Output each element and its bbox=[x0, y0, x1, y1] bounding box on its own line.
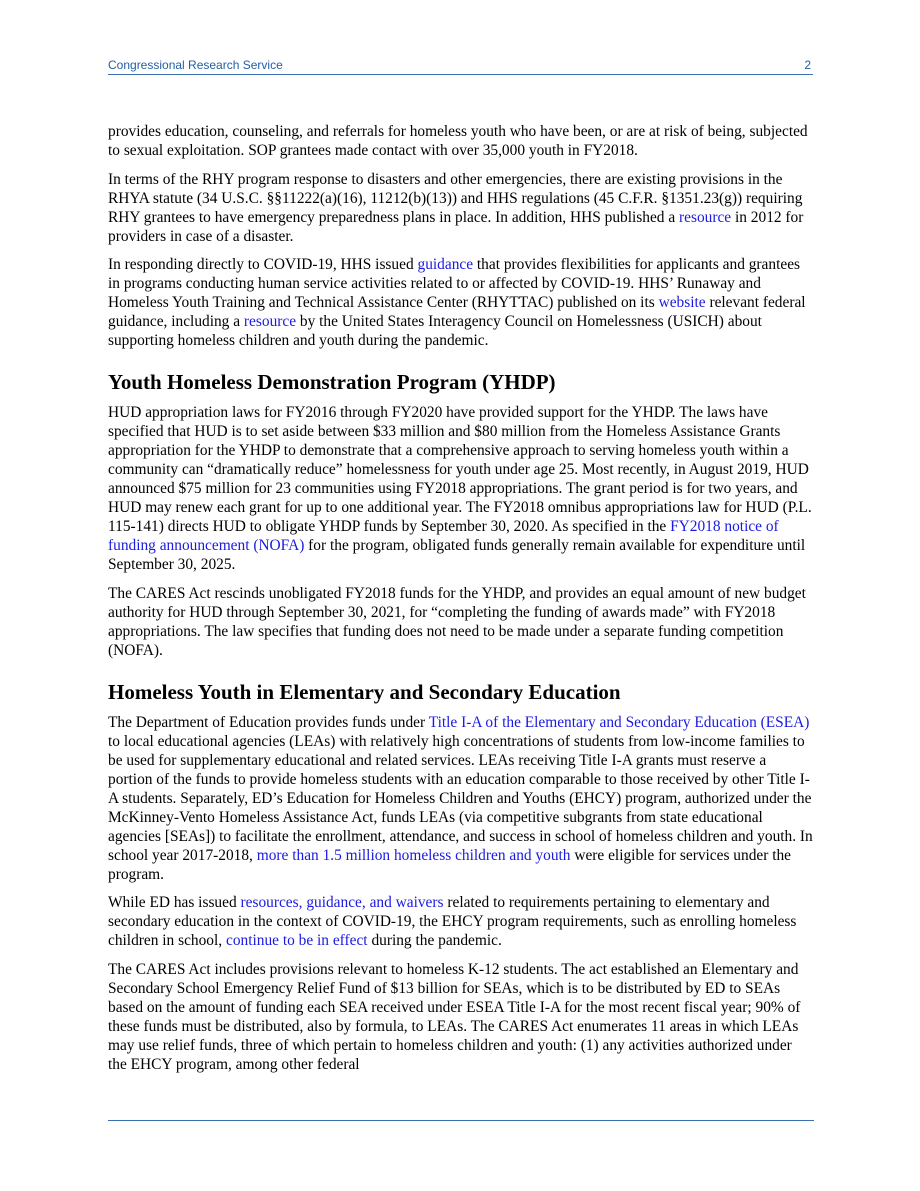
education-heading: Homeless Youth in Elementary and Secondary Education bbox=[108, 679, 621, 704]
intro-paragraph-2: In terms of the RHY program response to disasters and other emergencies, there are existing provisions in the RHYA statute (34 U.S.C. §§11222(a)(16), 11212(b)(13)) and HHS regulations (45 C.F.R. §1351.23(g)) requiring RHY grantees to have emergency preparedness plans in place. In addition, HHS published a resource in 2012 for providers in case of a disaster. bbox=[108, 170, 804, 245]
nofa-link[interactable]: FY2018 notice of funding announcement (NOFA) bbox=[108, 518, 779, 554]
publisher-name: Congressional Research Service bbox=[108, 58, 283, 72]
yhdp-paragraph-2: The CARES Act rescinds unobligated FY2018 funds for the YHDP, and provides an equal amount of new budget authority for HUD through September 30, 2021, for “completing the funding of awards made” with FY2018 appropriations. The law specifies that funding does not need to be made under a separate funding competition (NOFA). bbox=[108, 584, 806, 659]
hhs-guidance-link[interactable]: guidance bbox=[417, 256, 474, 273]
continue-in-effect-link[interactable]: continue to be in effect bbox=[225, 932, 368, 949]
title-i-a-esea-link[interactable]: Title I-A of the Elementary and Secondary Education (ESEA) bbox=[428, 713, 810, 731]
footer-divider bbox=[108, 1120, 814, 1121]
homeless-children-count-link[interactable]: more than 1.5 million homeless children and youth bbox=[256, 846, 571, 864]
page-header bbox=[108, 58, 813, 75]
yhdp-heading: Youth Homeless Demonstration Program (YHDP) bbox=[108, 370, 556, 394]
intro-paragraph-3: In responding directly to COVID-19, HHS issued guidance that provides flexibilities for applicants and grantees in programs conducting human service activities related to or affected by COVID-19. HHS’ Runaway and Homeless Youth Training and Technical Assistance Center (RHYTTAC) published on its website relevant federal guidance, including a resource by the United States Interagency Council on Homelessness (USICH) about supporting homeless children and youth during the pandemic. bbox=[108, 256, 806, 349]
yhdp-paragraph-1: HUD appropriation laws for FY2016 through FY2020 have provided support for the YHDP. The laws have specified that HUD is to set aside between $33 million and $80 million from the Homeless Assistance Grants appropriation for the YHDP to demonstrate that a comprehensive approach to serving homeless youth within a community can “dramatically reduce” homelessness for youth under age 25. Most recently, in August 2019, HUD announced $75 million for 23 communities using FY2018 appropriations. The grant period is for two years, and HUD may renew each grant for up to one additional year. The FY2018 omnibus appropriations law for HUD (P.L. 115-141) directs HUD to obligate YHDP funds by September 30, 2020. As specified in the FY2018 notice of funding announcement (NOFA) for the program, obligated funds generally remain available for expenditure until September 30, 2025. bbox=[108, 404, 812, 573]
hhs-disaster-resource-link[interactable]: resource bbox=[679, 208, 732, 226]
education-paragraph-2: While ED has issued resources, guidance, and waivers related to requirements pertaining to elementary and secondary education in the context of COVID-19, the EHCY program requirements, such as enrolling homeless children in school, continue to be in effect during the pandemic. bbox=[108, 894, 797, 949]
rhyttac-website-link[interactable]: website bbox=[658, 294, 706, 311]
education-paragraph-3: The CARES Act includes provisions relevant to homeless K-12 students. The act established an Elementary and Secondary School Emergency Relief Fund of $13 billion for SEAs, which is to be distributed by ED to SEAs based on the amount of funding each SEA received under ESEA Title I-A for the most recent fiscal year; 90% of these funds must be distributed, also by formula, to LEAs. The CARES Act enumerates 11 areas in which LEAs may use relief funds, three of which pertain to homeless children and youth: (1) any activities authorized under the EHCY program, among other federal bbox=[108, 960, 801, 1073]
page-number: 2 bbox=[804, 58, 811, 72]
education-paragraph-1: The Department of Education provides funds under Title I-A of the Elementary and Secondary Education (ESEA) to local educational agencies (LEAs) with relatively high concentrations of students from low-income families to be used for supplementary educational and related services. LEAs receiving Title I-A grants must reserve a portion of the funds to provide homeless students with an education comparable to those received by other Title I-A students. Separately, ED’s Education for Homeless Children and Youths (EHCY) program, authorized under the McKinney-Vento Homeless Assistance Act, funds LEAs (via competitive subgrants from state educational agencies [SEAs]) to facilitate the enrollment, attendance, and success in school of homeless children and youth. In school year 2017-2018, more than 1.5 million homeless children and youth were eligible for services under the program. bbox=[108, 713, 813, 883]
usich-resource-link[interactable]: resource bbox=[243, 313, 297, 330]
document-body bbox=[108, 122, 814, 1083]
intro-paragraph-1: provides education, counseling, and referrals for homeless youth who have been, or are at risk of being, subjected to sexual exploitation. SOP grantees made contact with over 35,000 youth in FY2018. bbox=[108, 123, 808, 159]
ed-resources-link[interactable]: resources, guidance, and waivers bbox=[240, 894, 444, 911]
